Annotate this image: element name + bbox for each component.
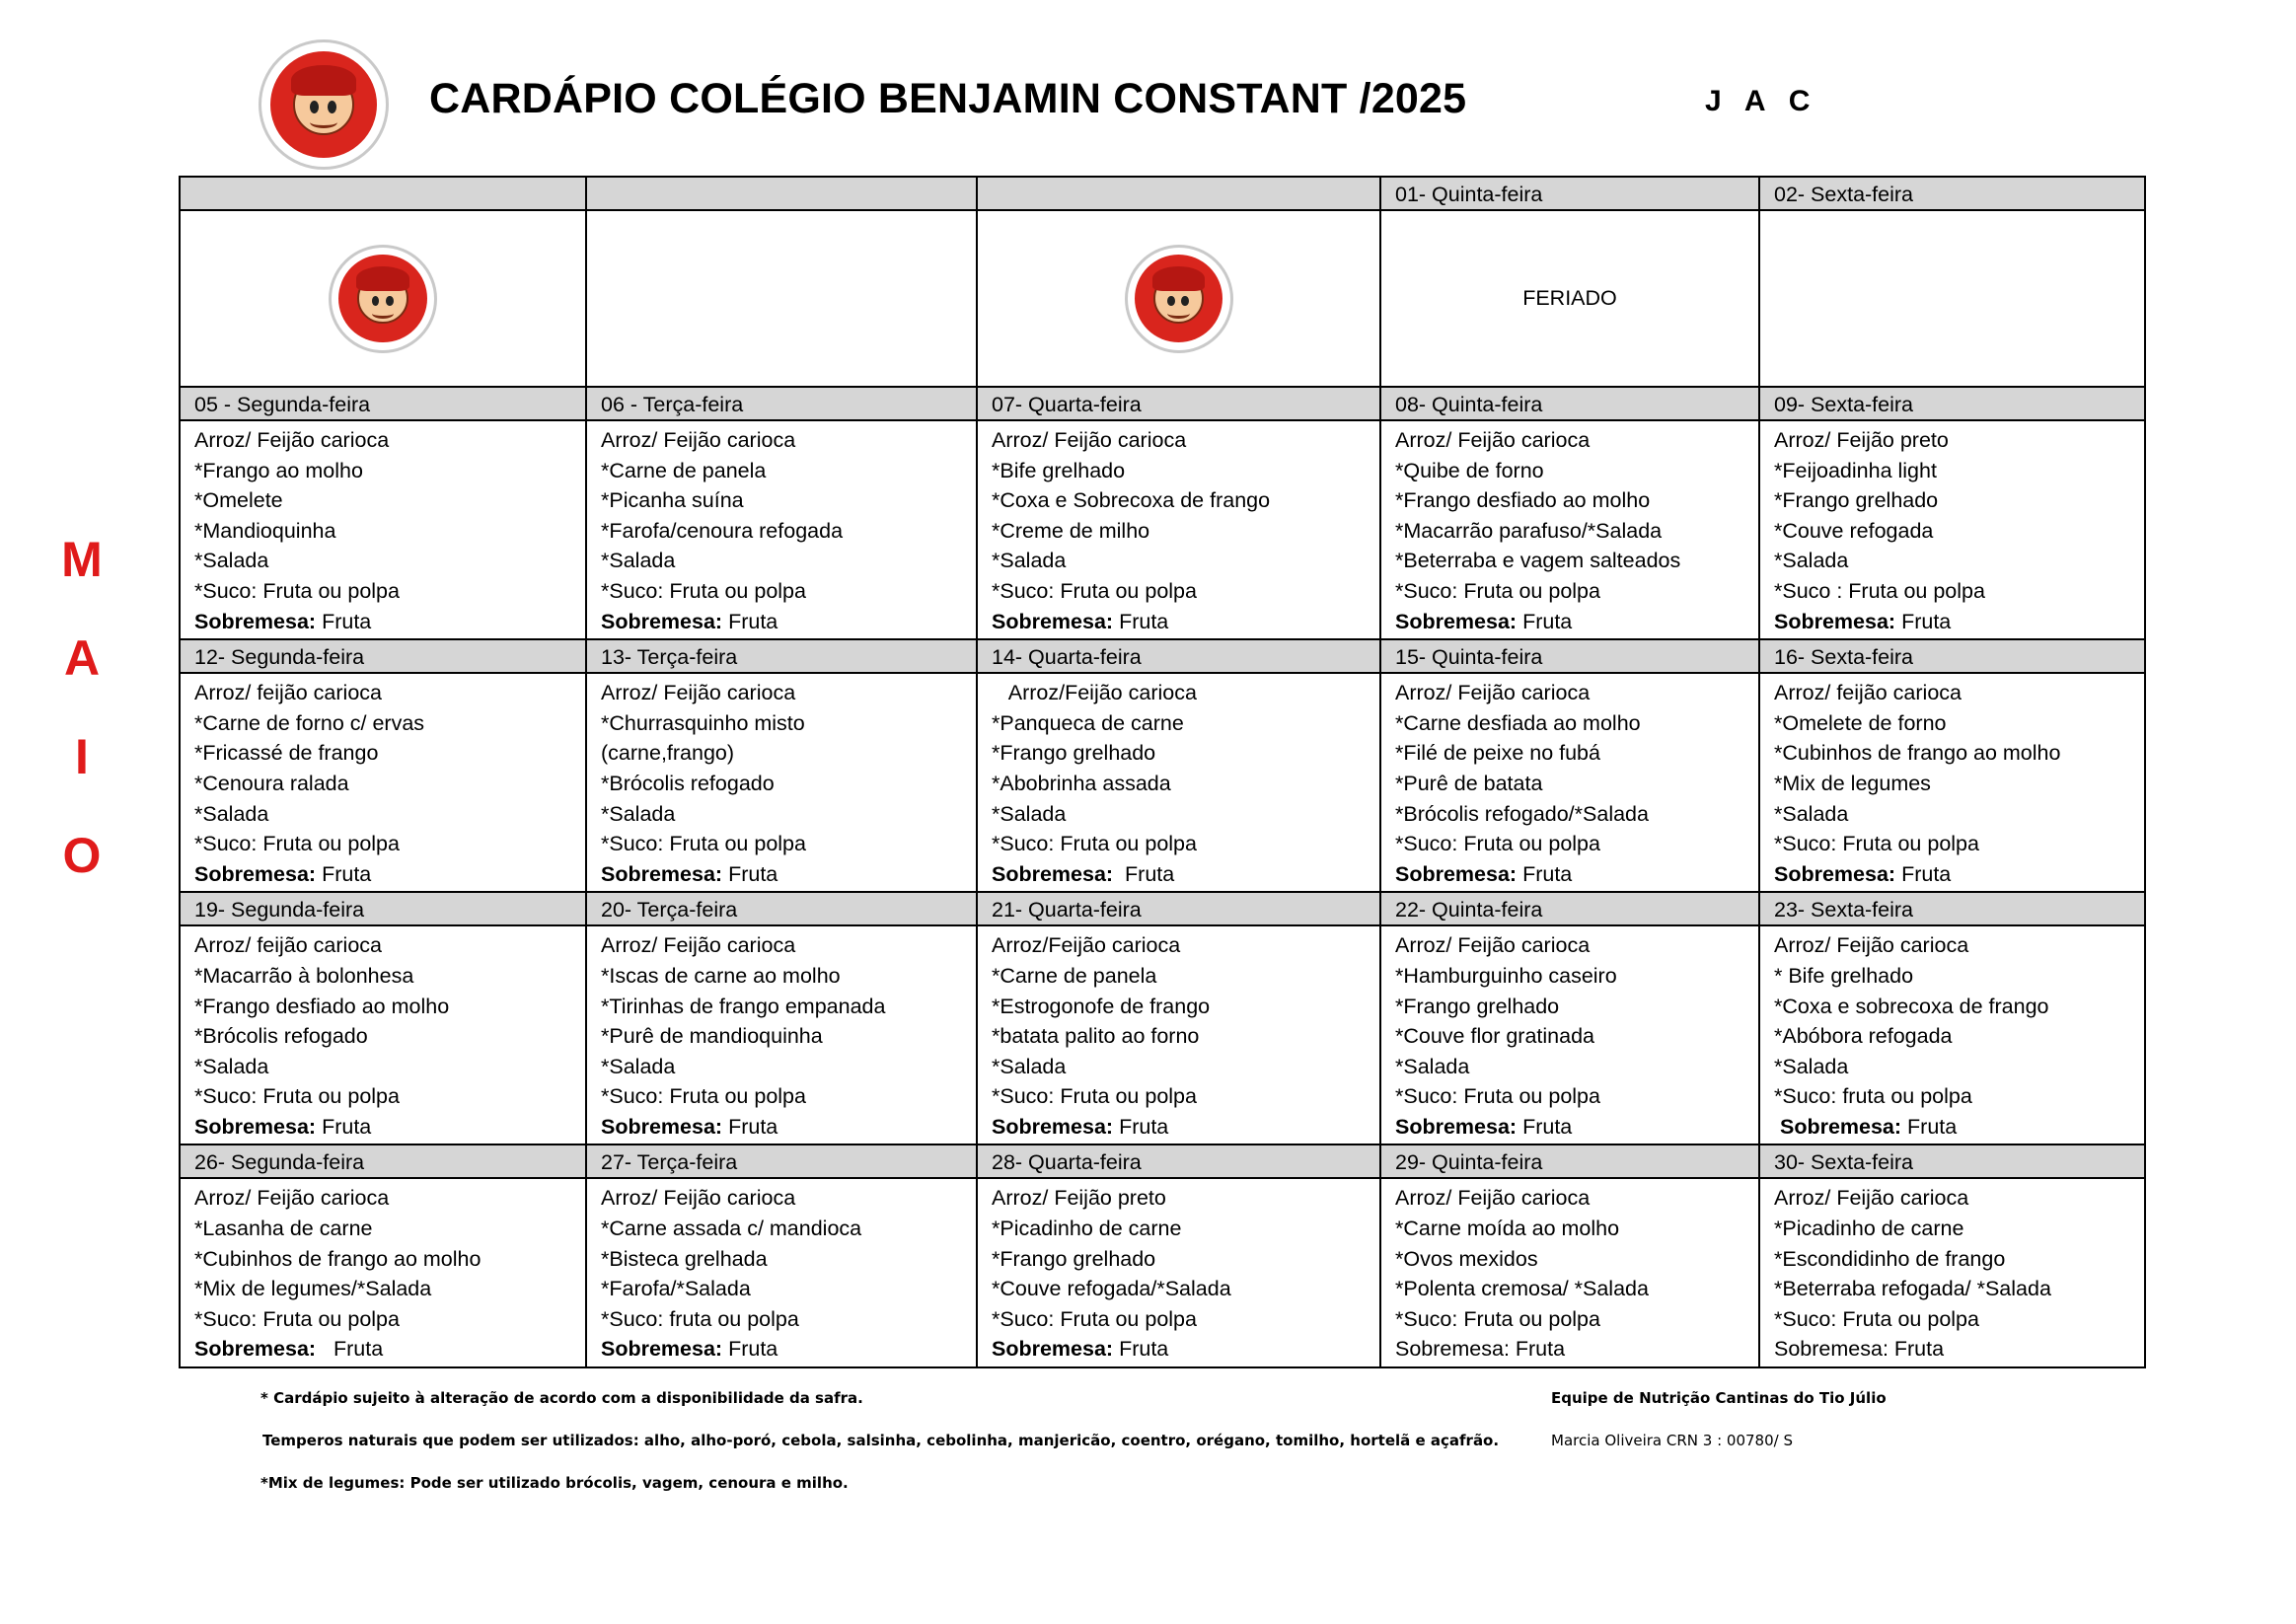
menu-item: *Hamburguinho caseiro: [1395, 963, 1617, 988]
day-header: 05 - Segunda-feira: [180, 387, 586, 420]
menu-item: *Estrogonofe de frango: [992, 994, 1211, 1018]
day-menu-cell: [1759, 1178, 2145, 1367]
day-menu-cell: [977, 420, 1380, 639]
menu-item: * Bife grelhado: [1774, 963, 1914, 988]
dessert-label: Sobremesa:: [1774, 861, 1896, 886]
dessert-value: Fruta: [316, 1114, 372, 1139]
menu-item: *Tirinhas de frango empanada: [601, 994, 886, 1018]
menu-item: *Brócolis refogado: [601, 771, 775, 795]
dessert-line: [1774, 607, 2144, 637]
menu-item: *Picadinho de carne: [1774, 1217, 1964, 1241]
menu-item: *Churrasquinho misto: [601, 710, 805, 735]
dessert-label: Sobremesa:: [1395, 1114, 1518, 1139]
dessert-line: [194, 1112, 585, 1143]
dessert-value: Fruta: [1113, 609, 1169, 633]
week-header-row: [180, 387, 2145, 420]
menu-item: Arroz/ feijão carioca: [1774, 681, 1962, 705]
dessert-value: Fruta: [1901, 1114, 1958, 1139]
menu-item: *Fricassé de frango: [194, 741, 379, 766]
menu-item: Arroz/ Feijão carioca: [1395, 681, 1591, 705]
menu-item: *Salada: [601, 1054, 676, 1078]
dessert-label: Sobremesa:: [601, 1114, 723, 1139]
menu-item: *Suco: Fruta ou polpa: [194, 1306, 400, 1331]
jac-label: J A C: [1705, 85, 1818, 117]
menu-item: *Salada: [194, 801, 269, 826]
menu-item: Arroz/ feijão carioca: [194, 933, 382, 958]
menu-item: *Suco: fruta ou polpa: [1774, 1084, 1972, 1109]
menu-item: *Salada: [1774, 1054, 1849, 1078]
menu-item: *Salada: [992, 801, 1067, 826]
cell-logo: [329, 245, 437, 353]
dessert-value: Fruta: [316, 609, 372, 633]
dessert-value: Fruta: [722, 861, 778, 886]
day-header: 23- Sexta-feira: [1759, 892, 2145, 925]
menu-item: *Suco: Fruta ou polpa: [1774, 832, 1979, 856]
menu-item: *Frango grelhado: [1395, 994, 1560, 1018]
dessert-value: Fruta: [1895, 609, 1952, 633]
week-menu-row: [180, 420, 2145, 639]
dessert-line: [1774, 1112, 2144, 1143]
menu-item: *Suco: Fruta ou polpa: [1395, 578, 1600, 603]
day-menu-cell: [977, 1178, 1380, 1367]
dessert-value: Fruta: [1113, 1337, 1169, 1362]
day-menu-cell: [180, 420, 586, 639]
day-menu-cell: [586, 673, 977, 892]
menu-item: Arroz/ Feijão carioca: [194, 1186, 390, 1211]
menu-item: *Suco: Fruta ou polpa: [1395, 1084, 1600, 1109]
day-header-empty-3: [977, 177, 1380, 210]
menu-item: *Couve refogada: [1774, 518, 1934, 543]
day-header: 27- Terça-feira: [586, 1144, 977, 1178]
day-menu-cell: [586, 925, 977, 1144]
dessert-line: [1774, 1334, 2144, 1365]
week-header-row: [180, 892, 2145, 925]
menu-item: Arroz/Feijão carioca: [992, 933, 1181, 958]
menu-item: *Suco: Fruta ou polpa: [194, 1084, 400, 1109]
dessert-label: Sobremesa:: [1395, 861, 1518, 886]
menu-item: *Suco: Fruta ou polpa: [992, 1084, 1197, 1109]
day-header: 15- Quinta-feira: [1380, 639, 1759, 673]
menu-item: *Salada: [992, 549, 1067, 573]
week-menu-row: [180, 1178, 2145, 1367]
day-header: 13- Terça-feira: [586, 639, 977, 673]
menu-item: *Frango grelhado: [992, 741, 1156, 766]
day-header: 20- Terça-feira: [586, 892, 977, 925]
footer-nutritionist: Marcia Oliveira CRN 3 : 00780/ S: [1551, 1432, 1793, 1449]
day-header: 08- Quinta-feira: [1380, 387, 1759, 420]
menu-item: *Suco: Fruta ou polpa: [1395, 832, 1600, 856]
feriado-label: FERIADO: [1522, 286, 1617, 311]
menu-item: *Brócolis refogado: [194, 1024, 368, 1049]
day-header-empty-2: [586, 177, 977, 210]
menu-item: *Abobrinha assada: [992, 771, 1171, 795]
menu-item: (carne,frango): [601, 741, 735, 766]
day-header: 29- Quinta-feira: [1380, 1144, 1759, 1178]
menu-item: *Polenta cremosa/ *Salada: [1395, 1277, 1649, 1301]
menu-item: *Filé de peixe no fubá: [1395, 741, 1600, 766]
dessert-line: [992, 1334, 1379, 1365]
menu-item: *Carne desfiada ao molho: [1395, 710, 1641, 735]
menu-item: *Macarrão parafuso/*Salada: [1395, 518, 1663, 543]
menu-item: Arroz/ Feijão carioca: [1395, 933, 1591, 958]
menu-item: *Coxa e sobrecoxa de frango: [1774, 994, 2049, 1018]
dessert-line: [601, 1112, 976, 1143]
menu-item: Arroz/ Feijão preto: [992, 1186, 1166, 1211]
dessert-line: [194, 607, 585, 637]
menu-item: Arroz/ Feijão carioca: [601, 933, 796, 958]
dessert-line: [992, 607, 1379, 637]
menu-item: *Cubinhos de frango ao molho: [1774, 741, 2061, 766]
menu-item: *Picanha suína: [601, 488, 744, 513]
day-header: 06 - Terça-feira: [586, 387, 977, 420]
footer-team: Equipe de Nutrição Cantinas do Tio Júlio: [1551, 1389, 1887, 1407]
menu-item: Arroz/ Feijão carioca: [601, 1186, 796, 1211]
day-menu-cell: [586, 1178, 977, 1367]
menu-item: *Carne de panela: [992, 963, 1157, 988]
menu-item: *Bisteca grelhada: [601, 1246, 768, 1271]
dessert-line: [1395, 607, 1758, 637]
menu-item: Arroz/ Feijão carioca: [601, 428, 796, 452]
dessert-value: Fruta: [722, 1337, 778, 1362]
menu-item: *Frango grelhado: [992, 1246, 1156, 1271]
dessert-value: Fruta: [316, 861, 372, 886]
menu-item: *Mix de legumes/*Salada: [194, 1277, 432, 1301]
day-menu-cell: [1759, 925, 2145, 1144]
menu-item: *Suco: Fruta ou polpa: [194, 578, 400, 603]
day-header: 19- Segunda-feira: [180, 892, 586, 925]
menu-item: *Escondidinho de frango: [1774, 1246, 2006, 1271]
menu-item: *Couve refogada/*Salada: [992, 1277, 1231, 1301]
dessert-value: Fruta: [1517, 609, 1573, 633]
dessert-label: Sobremesa:: [601, 1337, 723, 1362]
dessert-label: Sobremesa:: [1774, 609, 1896, 633]
dessert-line: [194, 859, 585, 890]
menu-item: *Creme de milho: [992, 518, 1150, 543]
first-week-header-row: [180, 177, 2145, 210]
menu-item: *Cubinhos de frango ao molho: [194, 1246, 481, 1271]
day-header: 09- Sexta-feira: [1759, 387, 2145, 420]
menu-item: *Suco: Fruta ou polpa: [601, 832, 806, 856]
menu-item: *Salada: [1395, 1054, 1470, 1078]
dessert-label: Sobremesa:: [992, 1337, 1114, 1362]
dessert-value: Fruta: [1113, 1114, 1169, 1139]
menu-item: *Suco: Fruta ou polpa: [1774, 1306, 1979, 1331]
menu-item: *Cenoura ralada: [194, 771, 349, 795]
menu-item: *Purê de mandioquinha: [601, 1024, 823, 1049]
menu-item: *Suco: Fruta ou polpa: [1395, 1306, 1600, 1331]
day-menu-cell: [180, 1178, 586, 1367]
dessert-line: [1774, 859, 2144, 890]
month-letter-m: M: [61, 532, 103, 587]
week-header-row: [180, 639, 2145, 673]
menu-item: *Salada: [992, 1054, 1067, 1078]
day-menu-cell: [1380, 673, 1759, 892]
menu-item: *Purê de batata: [1395, 771, 1543, 795]
first-week-menu-row: [180, 210, 2145, 387]
menu-item: *Farofa/*Salada: [601, 1277, 751, 1301]
feriado-cell: [1380, 210, 1759, 387]
menu-item: *Salada: [194, 1054, 269, 1078]
dessert-value: Fruta: [1517, 1114, 1573, 1139]
month-letter-i: I: [75, 729, 89, 784]
day-menu-cell: [180, 673, 586, 892]
menu-item: *Frango desfiado ao molho: [1395, 488, 1651, 513]
menu-item: Arroz/ Feijão carioca: [1395, 1186, 1591, 1211]
menu-item: Arroz/ Feijão carioca: [1774, 933, 1969, 958]
dessert-line: [601, 1334, 976, 1365]
day-menu-cell: [586, 420, 977, 639]
header-logo: [259, 39, 389, 170]
logo-cell: [977, 210, 1380, 387]
day-menu-cell: [1759, 420, 2145, 639]
menu-item: Arroz/ Feijão carioca: [194, 428, 390, 452]
menu-item: *Salada: [601, 801, 676, 826]
dessert-line: [1395, 859, 1758, 890]
dessert-label: Sobremesa:: [194, 1114, 317, 1139]
menu-item: *Suco: Fruta ou polpa: [992, 832, 1197, 856]
menu-item: *Frango desfiado ao molho: [194, 994, 450, 1018]
menu-item: *Iscas de carne ao molho: [601, 963, 841, 988]
dessert-label: Sobremesa:: [194, 861, 317, 886]
menu-item: *Suco: Fruta ou polpa: [601, 578, 806, 603]
menu-item: *Couve flor gratinada: [1395, 1024, 1594, 1049]
day-header: 01- Quinta-feira: [1380, 177, 1759, 210]
dessert-label: Sobremesa:: [992, 861, 1114, 886]
empty-cell: [1759, 210, 2145, 387]
menu-item: *Suco: fruta ou polpa: [601, 1306, 799, 1331]
dessert-value: Sobremesa: Fruta: [1774, 1337, 1945, 1362]
footer-note-safra: * Cardápio sujeito à alteração de acordo com a disponibilidade da safra.: [260, 1389, 863, 1407]
menu-item: *Brócolis refogado/*Salada: [1395, 801, 1649, 826]
dessert-label: Sobremesa:: [992, 609, 1114, 633]
menu-item: *Carne de forno c/ ervas: [194, 710, 425, 735]
dessert-label: Sobremesa:: [1774, 1114, 1902, 1139]
menu-item: *batata palito ao forno: [992, 1024, 1200, 1049]
day-header: 28- Quarta-feira: [977, 1144, 1380, 1178]
dessert-value: Fruta: [1113, 861, 1175, 886]
month-letter-o: O: [62, 828, 102, 883]
dessert-line: [601, 859, 976, 890]
day-header: 22- Quinta-feira: [1380, 892, 1759, 925]
menu-item: *Suco: Fruta ou polpa: [992, 578, 1197, 603]
dessert-label: Sobremesa:: [992, 1114, 1114, 1139]
dessert-label: Sobremesa:: [1395, 609, 1518, 633]
dessert-label: Sobremesa:: [194, 1337, 317, 1362]
week-menu-row: [180, 673, 2145, 892]
dessert-line: [601, 607, 976, 637]
day-header-empty-1: [180, 177, 586, 210]
menu-item: Arroz/ Feijão preto: [1774, 428, 1949, 452]
dessert-value: Fruta: [722, 609, 778, 633]
dessert-line: [992, 859, 1379, 890]
menu-table: [179, 176, 2146, 1368]
menu-item: *Picadinho de carne: [992, 1217, 1182, 1241]
day-header: 12- Segunda-feira: [180, 639, 586, 673]
menu-item: Arroz/ Feijão carioca: [601, 681, 796, 705]
menu-item: *Omelete de forno: [1774, 710, 1947, 735]
menu-item: *Suco: Fruta ou polpa: [601, 1084, 806, 1109]
dessert-value: Fruta: [1517, 861, 1573, 886]
day-menu-cell: [180, 925, 586, 1144]
menu-item: *Carne moída ao molho: [1395, 1217, 1620, 1241]
day-menu-cell: [1380, 1178, 1759, 1367]
day-menu-cell: [1380, 420, 1759, 639]
menu-item: *Quibe de forno: [1395, 458, 1544, 482]
dessert-label: Sobremesa:: [601, 609, 723, 633]
week-menu-row: [180, 925, 2145, 1144]
menu-item: *Mix de legumes: [1774, 771, 1931, 795]
page-title: CARDÁPIO COLÉGIO BENJAMIN CONSTANT /2025: [429, 75, 1467, 122]
day-header: 14- Quarta-feira: [977, 639, 1380, 673]
day-menu-cell: [977, 673, 1380, 892]
dessert-label: Sobremesa:: [194, 609, 317, 633]
footer-note-mix: *Mix de legumes: Pode ser utilizado brócolis, vagem, cenoura e milho.: [260, 1474, 849, 1492]
day-menu-cell: [1380, 925, 1759, 1144]
day-header: 30- Sexta-feira: [1759, 1144, 2145, 1178]
menu-item: *Farofa/cenoura refogada: [601, 518, 844, 543]
menu-item: *Abóbora refogada: [1774, 1024, 1953, 1049]
menu-item: *Salada: [194, 549, 269, 573]
dessert-line: [992, 1112, 1379, 1143]
menu-item: *Beterraba e vagem salteados: [1395, 549, 1681, 573]
menu-item: *Frango grelhado: [1774, 488, 1939, 513]
dessert-line: [1395, 1112, 1758, 1143]
cell-logo: [1125, 245, 1233, 353]
month-letter-a: A: [63, 630, 101, 686]
empty-cell: [586, 210, 977, 387]
menu-item: *Panqueca de carne: [992, 710, 1184, 735]
menu-item: *Carne de panela: [601, 458, 767, 482]
menu-item: *Omelete: [194, 488, 283, 513]
day-header: 02- Sexta-feira: [1759, 177, 2145, 210]
menu-item: *Suco: Fruta ou polpa: [992, 1306, 1197, 1331]
day-header: 07- Quarta-feira: [977, 387, 1380, 420]
dessert-value: Fruta: [722, 1114, 778, 1139]
dessert-value: Fruta: [1895, 861, 1952, 886]
dessert-line: [194, 1334, 585, 1365]
menu-item: *Macarrão à bolonhesa: [194, 963, 414, 988]
menu-item: *Mandioquinha: [194, 518, 336, 543]
menu-item: Arroz/ Feijão carioca: [1774, 1186, 1969, 1211]
menu-item: *Carne assada c/ mandioca: [601, 1217, 862, 1241]
day-header: 16- Sexta-feira: [1759, 639, 2145, 673]
menu-item: *Ovos mexidos: [1395, 1246, 1538, 1271]
menu-item: *Frango ao molho: [194, 458, 363, 482]
dessert-value: Fruta: [316, 1337, 384, 1362]
day-menu-cell: [977, 925, 1380, 1144]
day-header: 21- Quarta-feira: [977, 892, 1380, 925]
menu-item: *Suco : Fruta ou polpa: [1774, 578, 1985, 603]
footer-note-temperos: Temperos naturais que podem ser utilizados: alho, alho-poró, cebola, salsinha, cebolinha, manjericão, coentro, orégano, tomilho, hortelã e açafrão.: [262, 1432, 1500, 1449]
dessert-line: [1395, 1334, 1758, 1365]
menu-item: *Salada: [601, 549, 676, 573]
menu-item: Arroz/ Feijão carioca: [1395, 428, 1591, 452]
menu-item: Arroz/ feijão carioca: [194, 681, 382, 705]
day-header: 26- Segunda-feira: [180, 1144, 586, 1178]
menu-item: *Salada: [1774, 801, 1849, 826]
menu-item: *Lasanha de carne: [194, 1217, 373, 1241]
menu-item: *Coxa e Sobrecoxa de frango: [992, 488, 1271, 513]
menu-item: *Beterraba refogada/ *Salada: [1774, 1277, 2051, 1301]
menu-item: *Bife grelhado: [992, 458, 1126, 482]
dessert-value: Sobremesa: Fruta: [1395, 1337, 1566, 1362]
week-header-row: [180, 1144, 2145, 1178]
dessert-label: Sobremesa:: [601, 861, 723, 886]
menu-item: *Feijoadinha light: [1774, 458, 1937, 482]
menu-item: *Salada: [1774, 549, 1849, 573]
logo-cell: [180, 210, 586, 387]
menu-item: Arroz/ Feijão carioca: [992, 428, 1187, 452]
menu-item: *Suco: Fruta ou polpa: [194, 832, 400, 856]
menu-item: Arroz/Feijão carioca: [992, 681, 1197, 705]
day-menu-cell: [1759, 673, 2145, 892]
